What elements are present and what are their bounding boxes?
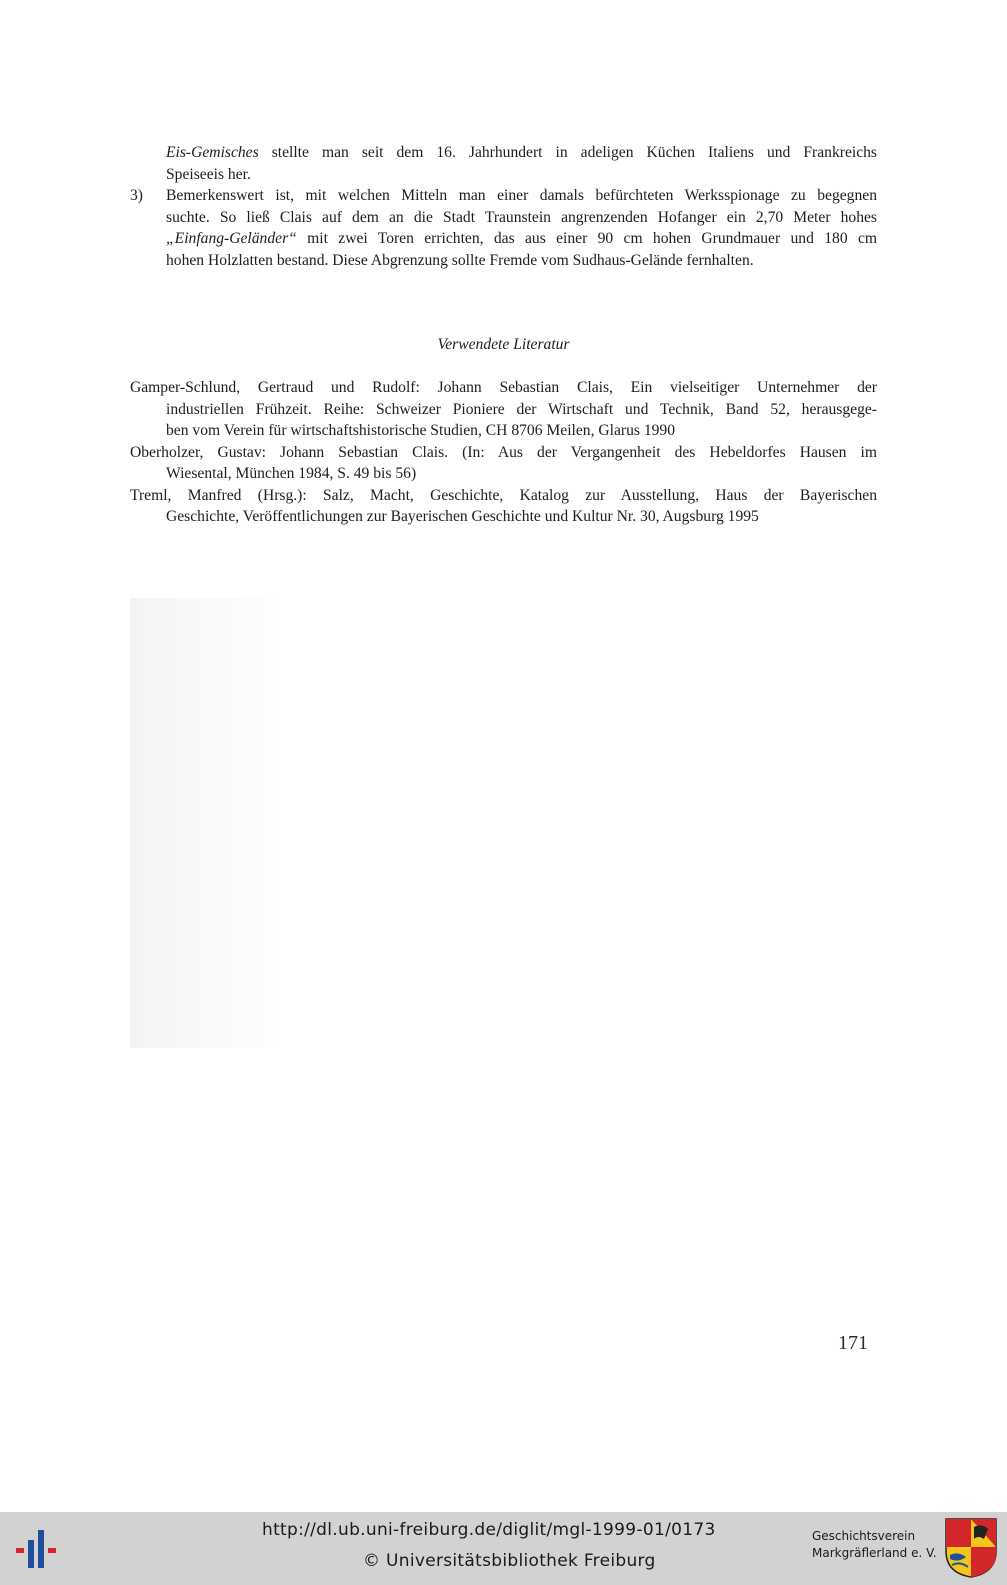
society-name bbox=[812, 1528, 937, 1562]
entry-line: Gamper-Schlund, Gertraud und Rudolf: Johann Sebastian Clais, Ein vielseitiger Unternehmer der bbox=[130, 379, 877, 396]
italic-term: „Einfang-Geländer“ bbox=[166, 230, 297, 247]
entry-line: Treml, Manfred (Hrsg.): Salz, Macht, Geschichte, Katalog zur Ausstellung, Haus der Bayerischen bbox=[130, 486, 877, 504]
footnotes-block bbox=[130, 142, 877, 271]
scan-shading bbox=[130, 598, 280, 1048]
entry-line: Geschichte, Veröffentlichungen zur Bayerischen Geschichte und Kultur Nr. 30, Augsburg 1995 bbox=[166, 508, 759, 525]
text-span: mit zwei Toren errichten, das aus einer 90 cm hohen Grundmauer und 180 cm bbox=[296, 230, 877, 247]
ub-freiburg-logo-icon bbox=[16, 1526, 64, 1572]
footnote-continuation-line: Speiseeis her. bbox=[166, 165, 251, 183]
footnote-line bbox=[130, 228, 877, 250]
bibliography-entry bbox=[130, 442, 877, 485]
footnote-continuation-line bbox=[130, 142, 877, 164]
copyright-text: © Universitätsbibliothek Freiburg bbox=[363, 1551, 656, 1571]
footnote-line: suchte. So ließ Clais auf dem an die Stadt Traunstein angrenzenden Hofanger ein 2,70 Meter hohes bbox=[166, 208, 877, 226]
footnote-line: Bemerkenswert ist, mit welchen Mitteln man einer damals befürchteten Werksspionage zu begegnen bbox=[166, 187, 877, 204]
entry-line: ben vom Verein für wirtschaftshistorische Studien, CH 8706 Meilen, Glarus 1990 bbox=[166, 422, 676, 439]
footnote-number: 3) bbox=[130, 187, 143, 204]
bibliography-entry bbox=[130, 377, 877, 442]
footer-bar bbox=[0, 1512, 1007, 1585]
entry-line: Oberholzer, Gustav: Johann Sebastian Clais. (In: Aus der Vergangenheit des Hebeldorfes Hausen im bbox=[130, 443, 877, 461]
literature-heading: Verwendete Literatur bbox=[437, 336, 570, 353]
document-url-link[interactable]: http://dl.ub.uni-freiburg.de/diglit/mgl-1999-01/0173 bbox=[262, 1520, 716, 1540]
society-line: Geschichtsverein bbox=[812, 1529, 916, 1543]
coat-of-arms-icon bbox=[944, 1517, 998, 1579]
footnote-line: hohen Holzlatten bestand. Diese Abgrenzung sollte Fremde vom Sudhaus-Gelände fernhalten. bbox=[166, 251, 754, 269]
society-line: Markgräflerland e. V. bbox=[812, 1546, 937, 1560]
bibliography-entry bbox=[130, 485, 877, 528]
page-number: 171 bbox=[838, 1332, 868, 1354]
italic-term: Eis-Gemisches bbox=[166, 144, 259, 161]
footnote-3 bbox=[130, 185, 877, 271]
entry-line: industriellen Frühzeit. Reihe: Schweizer Pioniere der Wirtschaft und Technik, Band 52, herausgege- bbox=[166, 400, 877, 418]
bibliography bbox=[130, 377, 877, 528]
entry-line: Wiesental, München 1984, S. 49 bis 56) bbox=[166, 465, 417, 482]
text-span: stellte man seit dem 16. Jahrhundert in adeligen Küchen Italiens und Frankreichs bbox=[258, 144, 877, 161]
